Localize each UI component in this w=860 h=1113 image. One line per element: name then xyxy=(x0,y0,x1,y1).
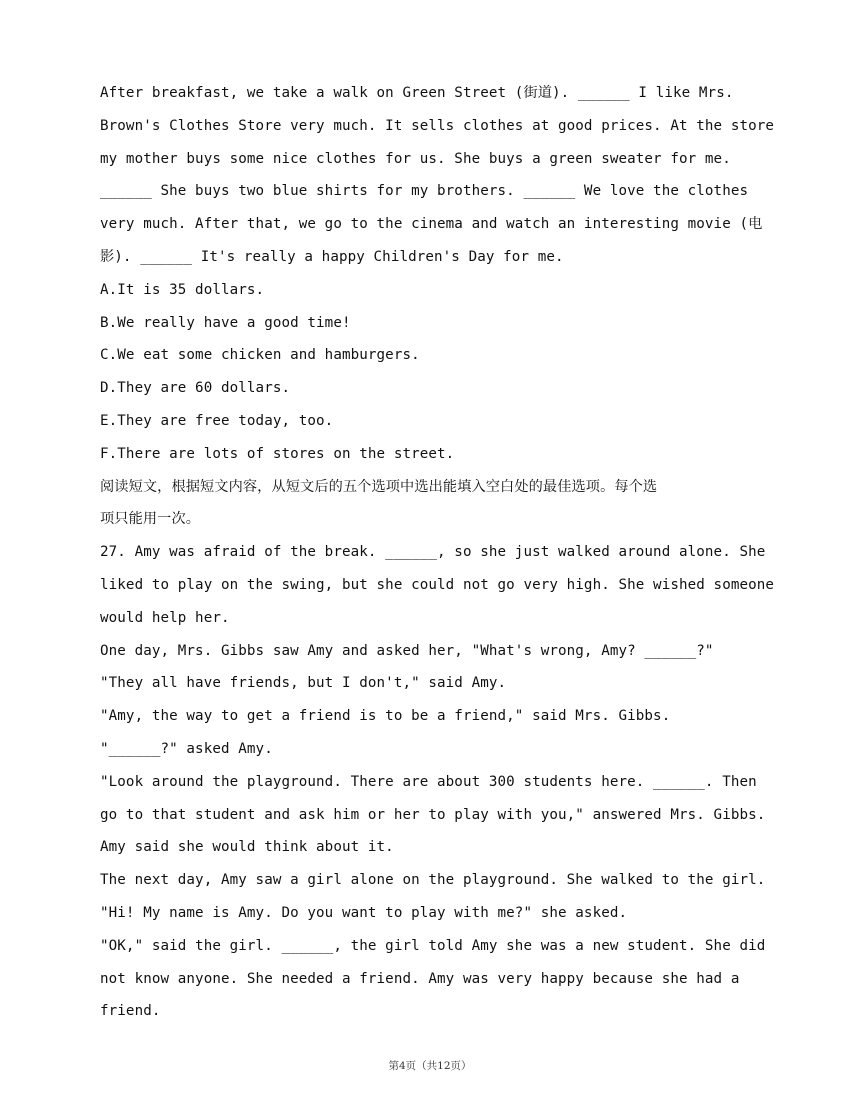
option-f: F.There are lots of stores on the street. xyxy=(100,445,455,462)
passage-1-line: Brown's Clothes Store very much. It sells clothes at good prices. At the store xyxy=(100,117,775,134)
page-content xyxy=(100,77,775,1028)
option-a: A.It is 35 dollars. xyxy=(100,281,265,298)
passage-2-line: "Look around the playground. There are about 300 students here. ______. Then xyxy=(100,773,757,790)
passage-2-line: "______?" asked Amy. xyxy=(100,740,273,757)
passage-2-line: "Amy, the way to get a friend is to be a friend," said Mrs. Gibbs. xyxy=(100,708,671,725)
passage-2-line: Amy said she would think about it. xyxy=(100,839,394,856)
options-list xyxy=(100,274,765,471)
option-c: C.We eat some chicken and hamburgers. xyxy=(100,347,420,364)
passage-1-line: ______ She buys two blue shirts for my brothers. ______ We love the clothes xyxy=(100,183,749,200)
passage-2-line: liked to play on the swing, but she could not go very high. She wished someone xyxy=(100,576,775,593)
passage-1-line: very much. After that, we go to the cinema and watch an interesting movie (电 xyxy=(100,216,763,233)
passage-2-line: "OK," said the girl. ______, the girl told Amy she was a new student. She did xyxy=(100,937,766,954)
passage-2 xyxy=(100,536,775,1028)
passage-1-line: my mother buys some nice clothes for us. She buys a green sweater for me. xyxy=(100,150,731,167)
option-b: B.We really have a good time! xyxy=(100,314,351,331)
passage-1-line: 影). ______ It's really a happy Children's Day for me. xyxy=(100,248,564,265)
reading-instruction xyxy=(100,471,765,537)
passage-2-line: "They all have friends, but I don't," said Amy. xyxy=(100,675,507,692)
option-d: D.They are 60 dollars. xyxy=(100,380,291,397)
instruction-line: 阅读短文，根据短文内容，从短文后的五个选项中选出能填入空白处的最佳选项。每个选 xyxy=(100,478,658,495)
passage-2-line: One day, Mrs. Gibbs saw Amy and asked her, "What's wrong, Amy? ______?" xyxy=(100,642,714,659)
passage-2-line: friend. xyxy=(100,1003,161,1020)
page-footer: 第4页（共12页） xyxy=(388,1060,472,1072)
instruction-line: 项只能用一次。 xyxy=(100,511,201,528)
passage-2-line: The next day, Amy saw a girl alone on the playground. She walked to the girl. xyxy=(100,872,766,889)
option-e: E.They are free today, too. xyxy=(100,412,334,429)
passage-2-line: 27. Amy was afraid of the break. ______, so she just walked around alone. She xyxy=(100,544,766,561)
passage-1-line: After breakfast, we take a walk on Green Street (街道). ______ I like Mrs. xyxy=(100,85,734,101)
passage-2-line: "Hi! My name is Amy. Do you want to play with me?" she asked. xyxy=(100,904,628,921)
passage-2-line: not know anyone. She needed a friend. Amy was very happy because she had a xyxy=(100,970,740,987)
passage-2-line: go to that student and ask him or her to play with you," answered Mrs. Gibbs. xyxy=(100,806,766,823)
passage-1 xyxy=(100,77,775,274)
passage-2-line: would help her. xyxy=(100,609,230,626)
